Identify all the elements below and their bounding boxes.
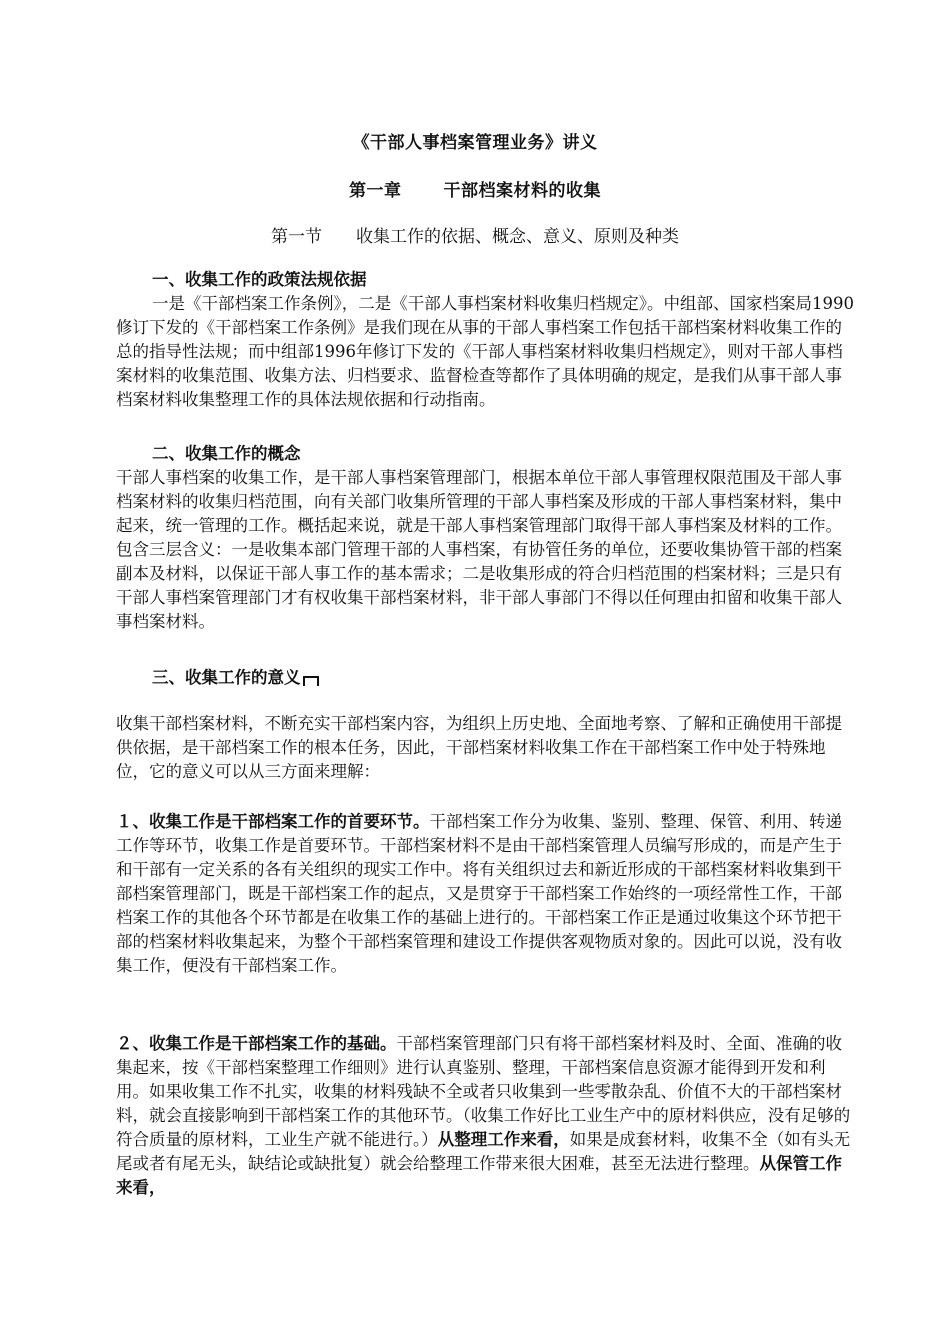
- chapter-heading: [0, 176, 950, 201]
- heading-policy-basis: 一、收集工作的政策法规依据: [152, 270, 367, 289]
- heading-significance: [152, 666, 319, 690]
- point-2-bold-phrase-2: 从保管工作来看，: [116, 1154, 842, 1197]
- paragraph-concept: 干部人事档案的收集工作，是干部人事档案管理部门，根据本单位干部人事管理权限范围及干部人事档案材料的收集归档范围，向有关部门收集所管理的干部人事档案及形成的干部人事档案材料，集中起来，统一管理的工作。概括起来说，就是干部人事档案管理部门取得干部人事档案及材料的工作。包含三层含义：一是收集本部门管理干部的人事档案，有协管任务的单位，还要收集协管干部的档案副本及材料，以保证干部人事工作的基本需求；二是收集形成的符合归档范围的档案材料；三是只有干部人事档案管理部门才有权收集干部档案材料，非干部人事部门不得以任何理由扣留和收集干部人事档案材料。: [116, 468, 842, 631]
- chapter-title: 干部档案材料的收集: [443, 181, 601, 201]
- heading-significance-text: 三、收集工作的意义: [152, 668, 301, 687]
- paragraph-policy-basis: 一是《干部档案工作条例》，二是《干部人事档案材料收集归档规定》。中组部、国家档案局1990修订下发的《干部档案工作条例》是我们现在从事的干部人事档案工作包括干部档案材料收集工作的总的指导性法规；而中组部1996年修订下发的《干部人事档案材料收集归档规定》，则对干部人事档案材料的收集范围、收集方法、归档要求、监督检查等都作了具体明确的规定，是我们从事干部人事档案材料收集整理工作的具体法规依据和行动指南。: [116, 294, 854, 409]
- point-2-bold-phrase: 从整理工作来看，: [437, 1130, 570, 1149]
- paragraph-point-2: [116, 1032, 854, 1200]
- chapter-number: 第一章: [349, 181, 402, 201]
- section-heading: [0, 222, 950, 247]
- paragraph-significance-intro: 收集干部档案材料，不断充实干部档案内容，为组织上历史地、全面地考察、了解和正确使用干部提供依据，是干部档案工作的根本任务，因此，干部档案材料收集工作在干部档案工作中处于特殊地位，它的意义可以从三方面来理解：: [116, 714, 842, 781]
- section-title: 收集工作的依据、概念、意义、原则及种类: [356, 227, 679, 247]
- point-2-lead: ２、收集工作是干部档案工作的基础。: [116, 1034, 397, 1053]
- document-title: 《干部人事档案管理业务》讲义: [352, 133, 598, 153]
- point-1-text: 干部档案工作分为收集、鉴别、整理、保管、利用、转递工作等环节，收集工作是首要环节。干部档案材料不是由干部档案管理人员编写形成的，而是产生于和干部有一定关系的各有关组织的现实工作中。将有关组织过去和新近形成的干部档案材料收集到干部档案管理部门，既是干部档案工作的起点，又是贯穿于干部档案工作始终的一项经常性工作，干部档案工作的其他各个环节都是在收集工作的基础上进行的。干部档案工作正是通过收集这个环节把干部的档案材料收集起来，为整个干部档案管理和建设工作提供客观物质对象的。因此可以说，没有收集工作，便没有干部档案工作。: [116, 812, 842, 975]
- edit-mark-icon: [303, 676, 319, 686]
- heading-concept: 二、收集工作的概念: [152, 444, 301, 463]
- section-number: 第一节: [271, 227, 322, 247]
- point-2-text-2: 如果是成套材料，收集不全（如有头无尾或者有尾无头，缺结论或缺批复）就会给整理工作带来很大困难，甚至无法进行整理。: [116, 1130, 851, 1173]
- point-2-text: 干部档案管理部门只有将干部档案材料及时、全面、准确的收集起来，按《干部档案整理工作细则》进行认真鉴别、整理，干部档案信息资源才能得到开发和利用。如果收集工作不扎实，收集的材料残缺不全或者只收集到一些零散杂乱、价值不大的干部档案材料，就会直接影响到干部档案工作的其他环节。（收集工作好比工业生产中的原材料供应，没有足够的符合质量的原材料，工业生产就不能进行。）: [116, 1034, 851, 1149]
- point-1-lead: １、收集工作是干部档案工作的首要环节。: [116, 812, 430, 831]
- paragraph-point-1: [116, 810, 854, 978]
